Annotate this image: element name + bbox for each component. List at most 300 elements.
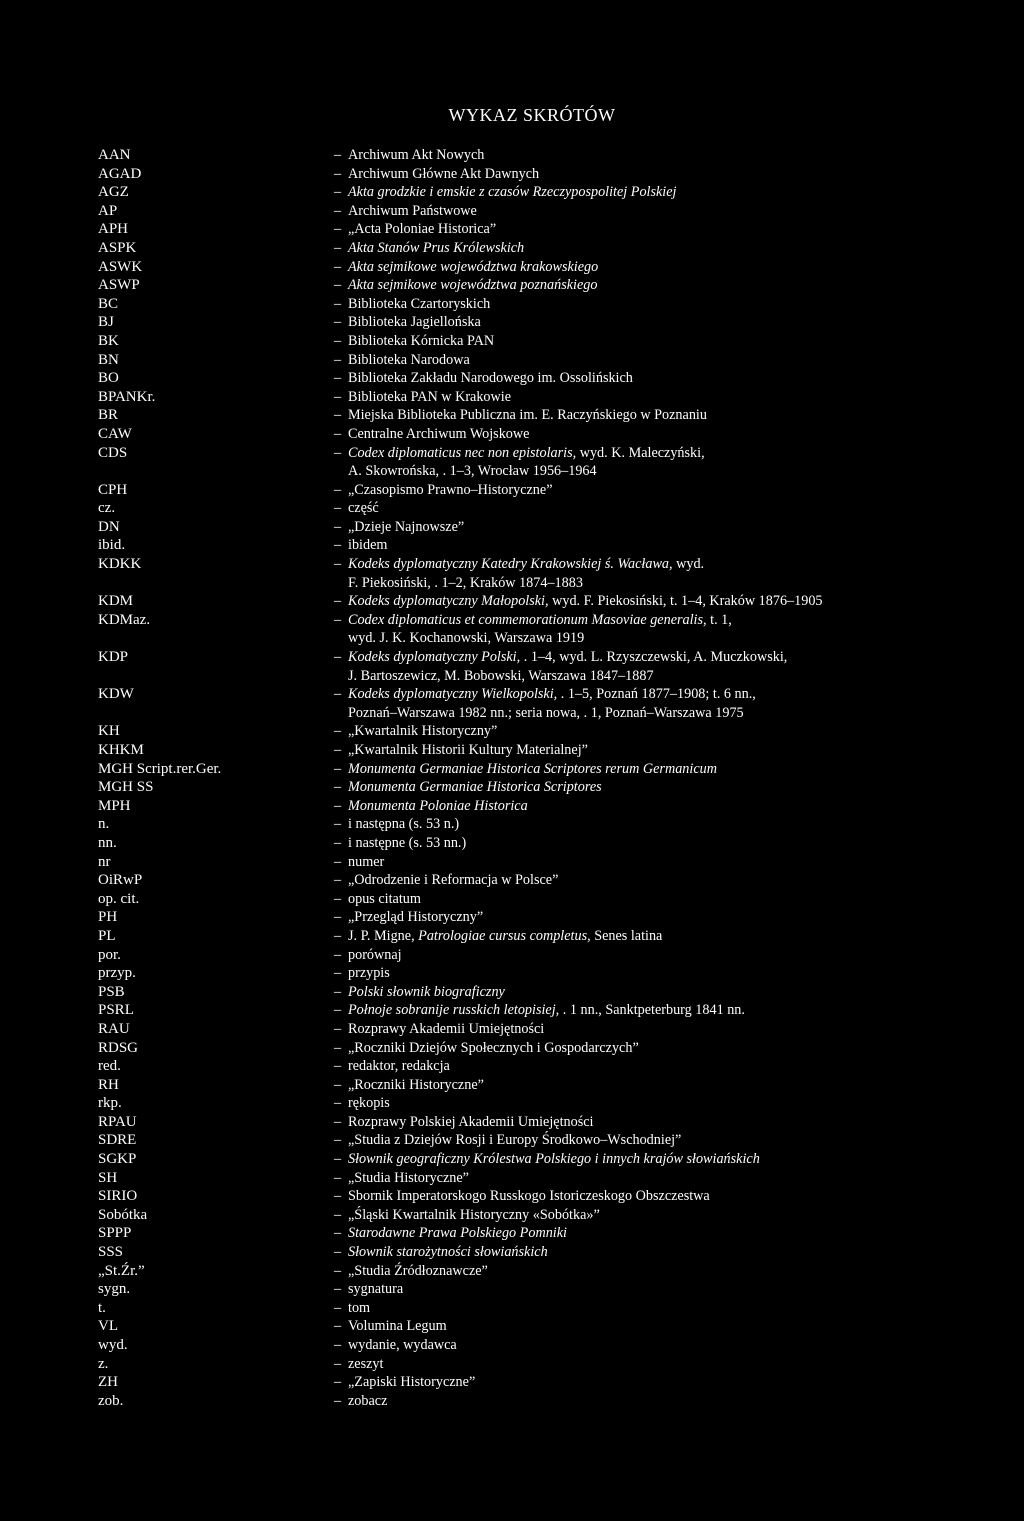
abbreviation-definition — [348, 1243, 978, 1262]
entry-dash: – — [334, 760, 342, 777]
abbreviation-term: PH — [98, 909, 118, 926]
entry-dash: – — [334, 1299, 342, 1316]
abbreviation-definition — [348, 1392, 978, 1411]
definition-text: i następne (s. 53 nn.) — [348, 834, 467, 851]
abbreviation-term: KH — [98, 723, 120, 740]
abbreviation-entry — [98, 220, 978, 239]
entry-dash: – — [334, 1206, 342, 1223]
definition-text: Codex diplomaticus nec non epistolaris, — [348, 444, 577, 461]
abbreviation-term: SIRIO — [98, 1188, 138, 1205]
definition-text: „Dzieje Najnowsze” — [348, 518, 465, 535]
entry-dash: – — [334, 927, 342, 944]
abbreviation-definition — [348, 1131, 978, 1150]
abbreviation-definition — [348, 388, 978, 407]
definition-text: Połnoje sobranije russkich letopisiej, — [348, 1002, 560, 1019]
abbreviation-definition — [348, 797, 978, 816]
entry-dash: – — [334, 1318, 342, 1335]
definition-text: wyd. — [672, 556, 705, 573]
definition-text: Kodeks dyplomatyczny Polski, — [348, 649, 521, 666]
abbreviation-entry-continuation — [98, 704, 978, 723]
definition-text: Akta Stanów Prus Królewskich — [348, 239, 525, 256]
abbreviation-definition — [348, 760, 978, 779]
definition-text: Biblioteka Kórnicka PAN — [348, 332, 495, 349]
abbreviation-entry — [98, 797, 978, 816]
definition-text: Akta sejmikowe województwa krakowskiego — [348, 258, 599, 275]
abbreviation-entry — [98, 685, 978, 704]
abbreviation-term: BK — [98, 332, 119, 349]
entry-dash: – — [334, 1113, 342, 1130]
abbreviation-term: AGZ — [98, 184, 129, 201]
abbreviation-entry — [98, 444, 978, 463]
abbreviation-entry — [98, 1206, 978, 1225]
abbreviation-entry — [98, 1001, 978, 1020]
abbreviation-term: AGAD — [98, 165, 142, 182]
abbreviation-definition — [348, 1057, 978, 1076]
entry-dash: – — [334, 351, 342, 368]
abbreviation-entry — [98, 202, 978, 221]
abbreviation-entry — [98, 1131, 978, 1150]
definition-text: opus citatum — [348, 890, 421, 907]
definition-text: i następna (s. 53 n.) — [348, 816, 460, 833]
abbreviation-term: RH — [98, 1076, 119, 1093]
definition-text: zeszyt — [348, 1355, 384, 1372]
definition-text: Patrologiae cursus completus, — [418, 927, 591, 944]
abbreviation-entry — [98, 1020, 978, 1039]
abbreviation-definition — [348, 1094, 978, 1113]
abbreviation-definition — [348, 1113, 978, 1132]
definition-text: . 1–5, Poznań 1877–1908; t. 6 nn., — [557, 686, 756, 703]
abbreviation-definition — [348, 499, 978, 518]
abbreviation-entry-continuation — [98, 462, 978, 481]
abbreviation-definition — [348, 536, 978, 555]
definition-text: „Studia Historyczne” — [348, 1169, 469, 1186]
abbreviation-entry — [98, 555, 978, 574]
abbreviation-entry — [98, 592, 978, 611]
definition-text: Miejska Biblioteka Publiczna im. E. Raczyńskiego w Poznaniu — [348, 407, 707, 424]
definition-text: A. Skowrońska, . 1–3, Wrocław 1956–1964 — [348, 463, 597, 480]
abbreviation-term: nn. — [98, 834, 117, 851]
abbreviation-entry — [98, 1262, 978, 1281]
abbreviation-entry — [98, 313, 978, 332]
abbreviation-entry — [98, 1355, 978, 1374]
abbreviation-definition — [348, 220, 978, 239]
abbreviation-term: SPPP — [98, 1225, 132, 1242]
definition-text: t. 1, — [706, 611, 732, 628]
abbreviation-term: BC — [98, 295, 119, 312]
entry-dash: – — [334, 1262, 342, 1279]
abbreviation-definition — [348, 295, 978, 314]
abbreviation-entry — [98, 406, 978, 425]
entry-dash: – — [334, 853, 342, 870]
abbreviation-entry — [98, 853, 978, 872]
abbreviation-definition — [348, 629, 978, 648]
abbreviation-definition — [348, 1224, 978, 1243]
abbreviation-entry — [98, 1057, 978, 1076]
abbreviation-definition — [348, 1317, 978, 1336]
abbreviation-term: PSB — [98, 983, 125, 1000]
abbreviation-definition — [348, 276, 978, 295]
abbreviation-entry — [98, 239, 978, 258]
abbreviation-entry — [98, 741, 978, 760]
abbreviation-definition — [348, 239, 978, 258]
abbreviation-term: ASWK — [98, 258, 143, 275]
abbreviation-list — [98, 146, 978, 1410]
abbreviation-term: APH — [98, 221, 129, 238]
abbreviation-definition — [348, 462, 978, 481]
entry-dash: – — [334, 500, 342, 517]
abbreviation-term: n. — [98, 816, 110, 833]
abbreviation-entry — [98, 146, 978, 165]
abbreviation-entry — [98, 908, 978, 927]
abbreviation-definition — [348, 1020, 978, 1039]
abbreviation-entry — [98, 1039, 978, 1058]
entry-dash: – — [334, 388, 342, 405]
definition-text: wyd. J. K. Kochanowski, Warszawa 1919 — [348, 630, 585, 647]
entry-dash: – — [334, 1188, 342, 1205]
abbreviation-entry — [98, 964, 978, 983]
entry-dash: – — [334, 314, 342, 331]
entry-dash: – — [334, 147, 342, 163]
abbreviation-term: SGKP — [98, 1151, 137, 1168]
abbreviation-definition — [348, 890, 978, 909]
definition-text: „Czasopismo Prawno–Historyczne” — [348, 481, 553, 498]
abbreviation-term: nr — [98, 853, 111, 870]
abbreviation-definition — [348, 313, 978, 332]
abbreviation-definition — [348, 648, 978, 667]
abbreviation-entry — [98, 425, 978, 444]
abbreviation-term: VL — [98, 1318, 118, 1335]
definition-text: Biblioteka Czartoryskich — [348, 295, 491, 312]
definition-text: „Odrodzenie i Reformacja w Polsce” — [348, 872, 559, 889]
entry-dash: – — [334, 890, 342, 907]
abbreviation-definition — [348, 667, 978, 686]
definition-text: Starodawne Prawa Polskiego Pomniki — [348, 1225, 567, 1242]
entry-dash: – — [334, 834, 342, 851]
abbreviation-term: KDW — [98, 686, 134, 703]
abbreviation-definition — [348, 1076, 978, 1095]
abbreviation-definition — [348, 1187, 978, 1206]
entry-dash: – — [334, 1076, 342, 1093]
entry-dash: – — [334, 1169, 342, 1186]
abbreviation-term: BO — [98, 370, 119, 387]
abbreviation-definition — [348, 518, 978, 537]
abbreviation-definition — [348, 722, 978, 741]
definition-text: porównaj — [348, 946, 402, 963]
definition-text: Akta sejmikowe województwa poznańskiego — [348, 277, 598, 294]
abbreviation-entry-continuation — [98, 574, 978, 593]
abbreviation-term: ASPK — [98, 239, 137, 256]
abbreviation-term: RPAU — [98, 1113, 137, 1130]
abbreviation-definition — [348, 202, 978, 221]
abbreviation-term: „St.Źr.” — [98, 1262, 145, 1279]
abbreviation-entry — [98, 890, 978, 909]
abbreviation-entry — [98, 499, 978, 518]
entry-dash: – — [334, 221, 342, 238]
entry-dash: – — [334, 1058, 342, 1075]
definition-text: Rozprawy Polskiej Akademii Umiejętności — [348, 1113, 594, 1130]
definition-text: wyd. F. Piekosiński, t. 1–4, Kraków 1876–1905 — [548, 593, 823, 610]
abbreviation-entry — [98, 518, 978, 537]
definition-text: ibidem — [348, 537, 388, 554]
abbreviation-term: przyp. — [98, 965, 136, 982]
definition-text: „Roczniki Historyczne” — [348, 1076, 484, 1093]
abbreviation-definition — [348, 1206, 978, 1225]
abbreviation-term: Sobótka — [98, 1206, 148, 1223]
abbreviation-entry — [98, 648, 978, 667]
abbreviation-definition — [348, 406, 978, 425]
definition-text: F. Piekosiński, . 1–2, Kraków 1874–1883 — [348, 574, 583, 591]
definition-text: rękopis — [348, 1095, 390, 1112]
entry-dash: – — [334, 277, 342, 294]
entry-dash: – — [334, 983, 342, 1000]
abbreviation-definition — [348, 983, 978, 1002]
abbreviation-entry — [98, 165, 978, 184]
abbreviation-entry — [98, 536, 978, 555]
abbreviation-term: KDKK — [98, 556, 142, 573]
definition-text: Archiwum Akt Nowych — [348, 147, 485, 163]
abbreviation-definition — [348, 964, 978, 983]
entry-dash: – — [334, 1244, 342, 1261]
abbreviation-term: ibid. — [98, 537, 126, 554]
abbreviation-term: op. cit. — [98, 890, 140, 907]
definition-text: J. Bartoszewicz, M. Bobowski, Warszawa 1847–1887 — [348, 667, 654, 684]
abbreviation-definition — [348, 704, 978, 723]
entry-dash: – — [334, 444, 342, 461]
definition-text: wyd. K. Maleczyński, — [576, 444, 705, 461]
abbreviation-entry — [98, 1094, 978, 1113]
entry-dash: – — [334, 1132, 342, 1149]
abbreviation-term: CAW — [98, 425, 132, 442]
abbreviation-term: CPH — [98, 481, 128, 498]
abbreviation-term: zob. — [98, 1392, 124, 1409]
definition-text: wydanie, wydawca — [348, 1337, 457, 1353]
abbreviation-entry — [98, 388, 978, 407]
definition-text: Monumenta Germaniae Historica Scriptores rerum Germanicum — [348, 760, 717, 777]
abbreviation-term: RAU — [98, 1020, 130, 1037]
abbreviation-term: PL — [98, 927, 116, 944]
definition-text: Kodeks dyplomatyczny Katedry Krakowskiej ś. Wacława, — [348, 556, 673, 573]
entry-dash: – — [334, 909, 342, 926]
abbreviation-definition — [348, 146, 978, 165]
entry-dash: – — [334, 946, 342, 963]
entry-dash: – — [334, 481, 342, 498]
abbreviation-entry — [98, 815, 978, 834]
abbreviation-definition — [348, 871, 978, 890]
abbreviation-term: KDMaz. — [98, 611, 151, 628]
abbreviation-entry — [98, 351, 978, 370]
definition-text: „Śląski Kwartalnik Historyczny «Sobótka»” — [348, 1206, 600, 1223]
abbreviation-term: BR — [98, 407, 119, 424]
abbreviation-entry — [98, 1299, 978, 1318]
abbreviation-entry — [98, 611, 978, 630]
definition-text: „Przegląd Historyczny” — [348, 909, 484, 926]
abbreviation-definition — [348, 834, 978, 853]
abbreviation-definition — [348, 778, 978, 797]
abbreviation-definition — [348, 574, 978, 593]
entry-dash: – — [334, 797, 342, 814]
abbreviation-entry — [98, 927, 978, 946]
definition-text: Archiwum Państwowe — [348, 202, 477, 219]
abbreviation-definition — [348, 815, 978, 834]
abbreviation-term: red. — [98, 1058, 121, 1075]
definition-text: Volumina Legum — [348, 1318, 447, 1335]
definition-text: Kodeks dyplomatyczny Małopolski, — [348, 593, 549, 610]
abbreviation-definition — [348, 685, 978, 704]
definition-text: Słownik starożytności słowiańskich — [348, 1244, 548, 1261]
abbreviation-definition — [348, 351, 978, 370]
definition-text: numer — [348, 853, 385, 870]
abbreviation-entry — [98, 722, 978, 741]
page-title: WYKAZ SKRÓTÓW — [448, 105, 616, 125]
abbreviation-entry — [98, 1243, 978, 1262]
abbreviation-definition — [348, 1299, 978, 1318]
definition-text: Biblioteka Jagiellońska — [348, 314, 481, 331]
abbreviation-definition — [348, 611, 978, 630]
entry-dash: – — [334, 1020, 342, 1037]
entry-dash: – — [334, 1151, 342, 1168]
abbreviation-term: MPH — [98, 797, 131, 814]
abbreviation-entry — [98, 1076, 978, 1095]
definition-text: Biblioteka PAN w Krakowie — [348, 388, 512, 405]
entry-dash: – — [334, 258, 342, 275]
entry-dash: – — [334, 686, 342, 703]
abbreviation-term: SDRE — [98, 1132, 137, 1149]
abbreviation-entry — [98, 1169, 978, 1188]
entry-dash: – — [334, 1392, 342, 1409]
definition-text: Archiwum Główne Akt Dawnych — [348, 165, 540, 182]
abbreviation-term: KDM — [98, 593, 134, 610]
abbreviation-entry — [98, 871, 978, 890]
abbreviation-entry — [98, 1317, 978, 1336]
abbreviation-term: CDS — [98, 444, 128, 461]
abbreviation-definition — [348, 1280, 978, 1299]
abbreviation-entry — [98, 295, 978, 314]
entry-dash: – — [334, 965, 342, 982]
definition-text: Sbornik Imperatorskogo Russkogo Istoriczeskogo Obszczestwa — [348, 1188, 710, 1205]
abbreviation-term: t. — [98, 1299, 106, 1316]
abbreviation-entry — [98, 1373, 978, 1392]
abbreviation-definition — [348, 369, 978, 388]
abbreviation-definition — [348, 1373, 978, 1392]
abbreviation-entry — [98, 1113, 978, 1132]
definition-text: „Studia Źródłoznawcze” — [348, 1262, 488, 1279]
abbreviation-definition — [348, 741, 978, 760]
abbreviation-entry — [98, 332, 978, 351]
abbreviation-definition — [348, 555, 978, 574]
entry-dash: – — [334, 1095, 342, 1112]
abbreviation-term: ASWP — [98, 277, 140, 294]
abbreviation-entry — [98, 276, 978, 295]
definition-text: Słownik geograficzny Królestwa Polskiego i innych krajów słowiańskich — [348, 1151, 760, 1168]
abbreviation-term: SSS — [98, 1244, 124, 1261]
abbreviation-definition — [348, 258, 978, 277]
abbreviation-term: por. — [98, 946, 121, 963]
entry-dash: – — [334, 165, 342, 182]
abbreviation-entry — [98, 183, 978, 202]
abbreviation-entry — [98, 1336, 978, 1355]
entry-dash: – — [334, 1281, 342, 1298]
entry-dash: – — [334, 407, 342, 424]
abbreviation-term: SH — [98, 1169, 118, 1186]
abbreviation-term: KDP — [98, 649, 129, 666]
abbreviation-definition — [348, 1169, 978, 1188]
abbreviation-definition — [348, 853, 978, 872]
entry-dash: – — [334, 1039, 342, 1056]
abbreviation-definition — [348, 183, 978, 202]
abbreviation-definition — [348, 927, 978, 946]
abbreviation-entry-continuation — [98, 629, 978, 648]
abbreviation-entry — [98, 258, 978, 277]
abbreviation-definition — [348, 1039, 978, 1058]
entry-dash: – — [334, 202, 342, 219]
abbreviation-term: z. — [98, 1355, 109, 1372]
definition-text: Kodeks dyplomatyczny Wielkopolski, — [348, 686, 558, 703]
abbreviation-entry — [98, 1150, 978, 1169]
abbreviation-definition — [348, 946, 978, 965]
abbreviation-entry — [98, 983, 978, 1002]
entry-dash: – — [334, 425, 342, 442]
abbreviation-term: AAN — [98, 147, 131, 163]
abbreviation-definition — [348, 165, 978, 184]
abbreviation-entry — [98, 369, 978, 388]
definition-text: Poznań–Warszawa 1982 nn.; seria nowa, . 1, Poznań–Warszawa 1975 — [348, 704, 744, 721]
abbreviation-entry — [98, 1187, 978, 1206]
entry-dash: – — [334, 370, 342, 387]
abbreviation-term: wyd. — [98, 1337, 128, 1353]
abbreviation-term: BPANKr. — [98, 388, 156, 405]
abbreviation-term: DN — [98, 518, 120, 535]
abbreviation-entry — [98, 1392, 978, 1411]
definition-text: . 1–4, wyd. L. Rzyszczewski, A. Muczkowski, — [520, 649, 788, 666]
abbreviation-entry — [98, 834, 978, 853]
abbreviation-definition — [348, 1336, 978, 1355]
definition-text: „Kwartalnik Historii Kultury Materialnej” — [348, 742, 588, 758]
abbreviation-entry — [98, 760, 978, 779]
definition-text: „Zapiski Historyczne” — [348, 1374, 476, 1391]
definition-text: zobacz — [348, 1392, 388, 1409]
definition-text: Centralne Archiwum Wojskowe — [348, 425, 530, 442]
entry-dash: – — [334, 239, 342, 256]
definition-text: Biblioteka Zakładu Narodowego im. Ossolińskich — [348, 370, 633, 387]
entry-dash: – — [334, 537, 342, 554]
abbreviation-definition — [348, 444, 978, 463]
definition-text: Monumenta Poloniae Historica — [348, 797, 528, 814]
definition-text: przypis — [348, 965, 390, 982]
abbreviation-definition — [348, 908, 978, 927]
abbreviation-definition — [348, 1150, 978, 1169]
definition-text: Rozprawy Akademii Umiejętności — [348, 1020, 545, 1037]
abbreviation-term: cz. — [98, 500, 116, 517]
entry-dash: – — [334, 1374, 342, 1391]
abbreviation-definition — [348, 1262, 978, 1281]
abbreviation-definition — [348, 1001, 978, 1020]
abbreviation-entry — [98, 946, 978, 965]
entry-dash: – — [334, 1337, 342, 1353]
abbreviation-entry — [98, 1224, 978, 1243]
entry-dash: – — [334, 1225, 342, 1242]
definition-text: „Studia z Dziejów Rosji i Europy Środkowo–Wschodniej” — [348, 1132, 682, 1149]
abbreviation-term: BN — [98, 351, 119, 368]
abbreviation-definition — [348, 592, 978, 611]
abbreviation-term: RDSG — [98, 1039, 139, 1056]
abbreviation-term: sygn. — [98, 1281, 131, 1298]
entry-dash: – — [334, 556, 342, 573]
entry-dash: – — [334, 779, 342, 796]
entry-dash: – — [334, 518, 342, 535]
entry-dash: – — [334, 742, 342, 758]
entry-dash: – — [334, 723, 342, 740]
definition-text: „Roczniki Dziejów Społecznych i Gospodarczych” — [348, 1039, 639, 1056]
